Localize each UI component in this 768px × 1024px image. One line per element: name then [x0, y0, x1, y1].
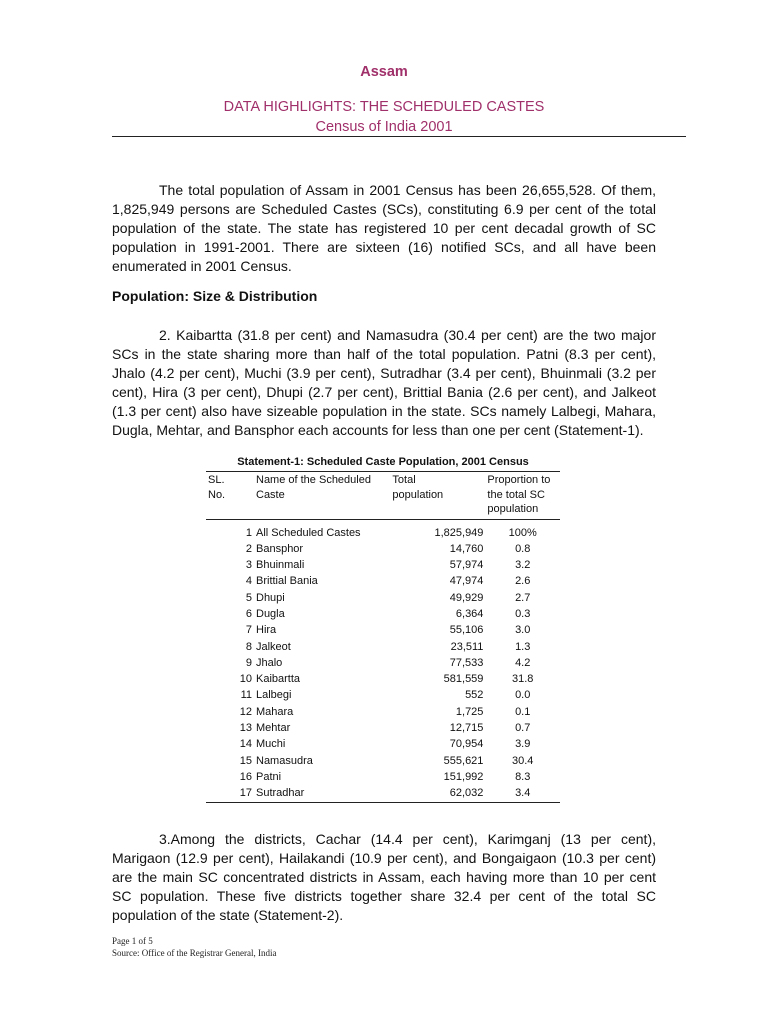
- row-proportion: 31.8: [512, 673, 534, 686]
- row-caste-name: Mehtar: [256, 722, 291, 735]
- row-caste-name: Dhupi: [256, 591, 285, 604]
- statement1-body: [206, 519, 560, 802]
- row-caste-name: Brittial Bania: [256, 575, 318, 588]
- row-sl-number: 15: [239, 754, 252, 767]
- row-proportion: 0.1: [515, 705, 531, 718]
- row-caste-name: Lalbegi: [256, 689, 292, 702]
- row-proportion: 2.7: [515, 591, 531, 604]
- row-proportion: 3.9: [515, 738, 531, 751]
- row-proportion: 2.6: [515, 575, 531, 588]
- row-proportion: 4.2: [515, 656, 531, 669]
- row-caste-name: Mahara: [256, 705, 294, 718]
- row-proportion: 30.4: [512, 754, 534, 767]
- row-proportion: 3.4: [515, 787, 531, 800]
- row-sl-number: 13: [239, 722, 252, 735]
- row-proportion: 0.7: [515, 722, 531, 735]
- column-header-name: Name of the Scheduled Caste: [254, 472, 390, 520]
- paragraph-intro-text: The total population of Assam in 2001 Census has been 26,655,528. Of them, 1,825,949 persons are Scheduled Castes (SCs), constituting 6.9 per cent of the total population of the state. The state has registered 10 per cent decadal growth of SC population in 1991-2001. There are sixteen (16) notified SCs, and all have been enumerated in 2001 Census.: [112, 182, 656, 274]
- state-title: Assam: [360, 64, 408, 80]
- row-total-population: 1,825,949: [434, 526, 484, 539]
- row-total-population: 14,760: [449, 542, 484, 555]
- row-sl-number: 12: [239, 705, 252, 718]
- row-total-population: 77,533: [449, 656, 484, 669]
- row-proportion: 3.2: [515, 559, 531, 572]
- row-total-population: 47,974: [449, 575, 484, 588]
- row-caste-name: Bansphor: [256, 542, 304, 555]
- row-caste-name: Hira: [256, 624, 277, 637]
- row-sl-number: 5: [245, 591, 252, 604]
- table-row: [206, 687, 560, 703]
- page-footer: [112, 935, 277, 959]
- row-caste-name: Dugla: [256, 607, 285, 620]
- table-row: [206, 753, 560, 769]
- table-row: [206, 590, 560, 606]
- row-sl-number: 2: [245, 542, 252, 555]
- row-total-population: 23,511: [450, 640, 484, 653]
- column-header-total: Total population: [390, 472, 485, 520]
- row-total-population: 1,725: [455, 705, 484, 718]
- row-proportion: 1.3: [515, 640, 531, 653]
- row-sl-number: 10: [239, 673, 252, 686]
- row-caste-name: All Scheduled Castes: [256, 526, 361, 539]
- row-sl-number: 9: [245, 656, 252, 669]
- table-row: [206, 769, 560, 785]
- row-caste-name: Bhuinmali: [256, 559, 305, 572]
- table-row: [206, 519, 560, 541]
- row-sl-number: 16: [239, 770, 252, 783]
- row-sl-number: 4: [245, 575, 252, 588]
- row-sl-number: 8: [245, 640, 252, 653]
- source-note: Source: Office of the Registrar General, India: [112, 948, 277, 958]
- table-header-row: [206, 472, 560, 520]
- row-total-population: 555,621: [443, 754, 484, 767]
- paragraph-distribution: [112, 326, 656, 440]
- row-sl-number: 1: [245, 526, 252, 539]
- table-row: [206, 557, 560, 573]
- paragraph-intro: [112, 181, 656, 276]
- row-total-population: 581,559: [443, 673, 484, 686]
- row-caste-name: Muchi: [256, 738, 286, 751]
- table-row: [206, 720, 560, 736]
- table-row: [206, 606, 560, 622]
- row-total-population: 49,929: [449, 591, 484, 604]
- statement1-caption: Statement-1: Scheduled Caste Population, 2001 Census: [237, 456, 529, 468]
- row-sl-number: 6: [245, 607, 252, 620]
- document-title: DATA HIGHLIGHTS: THE SCHEDULED CASTES: [223, 99, 545, 115]
- table-row: [206, 541, 560, 557]
- row-total-population: 151,992: [443, 770, 484, 783]
- row-total-population: 55,106: [449, 624, 484, 637]
- column-header-sl: SL. No.: [206, 472, 254, 520]
- row-caste-name: Patni: [256, 770, 282, 783]
- row-proportion: 0.0: [515, 689, 531, 702]
- table-row: [206, 736, 560, 752]
- document-subtitle: Census of India 2001: [315, 119, 453, 135]
- section-heading: Population: Size & Distribution: [112, 288, 318, 304]
- row-caste-name: Namasudra: [256, 754, 313, 767]
- row-sl-number: 11: [240, 689, 252, 702]
- row-proportion: 0.8: [515, 542, 531, 555]
- paragraph-districts-text: 3.Among the districts, Cachar (14.4 per cent), Karimganj (13 per cent), Marigaon (12.9 per cent), Hailakandi (10.9 per cent), and Bongaigaon (10.3 per cent) are the main SC concentrated districts in Assam, each having more than 10 per cent SC population. These five districts together share 32.4 per cent of the total SC population of the state (Statement-2).: [112, 831, 656, 923]
- table-row: [206, 655, 560, 671]
- document-headline: [0, 97, 768, 137]
- row-caste-name: Sutradhar: [256, 787, 305, 800]
- row-sl-number: 14: [239, 738, 252, 751]
- row-total-population: 6,364: [455, 607, 484, 620]
- table-row: [206, 622, 560, 638]
- row-caste-name: Jhalo: [256, 656, 283, 669]
- paragraph-distribution-text: 2. Kaibartta (31.8 per cent) and Namasudra (30.4 per cent) are the two major SCs in the state sharing more than half of the total population. Patni (8.3 per cent), Jhalo (4.2 per cent), Muchi (3.9 per cent), Sutradhar (3.4 per cent), Bhuinmali (3.2 per cent), Hira (3 per cent), Dhupi (2.7 per cent), Brittial Bania (2.6 per cent), and Jalkeot (1.3 per cent) also have sizeable population in the state. SCs namely Lalbegi, Mahara, Dugla, Mehtar, and Bansphor each accounts for less than one per cent (Statement-1).: [112, 327, 656, 438]
- table-row: [206, 671, 560, 687]
- row-proportion: 100%: [508, 526, 537, 539]
- table-row: [206, 785, 560, 802]
- row-caste-name: Jalkeot: [256, 640, 291, 653]
- paragraph-districts: [112, 830, 656, 925]
- row-total-population: 552: [465, 689, 484, 702]
- page-number: Page 1 of 5: [112, 936, 153, 946]
- header-divider: [112, 136, 686, 137]
- row-sl-number: 3: [245, 559, 252, 572]
- column-header-proportion: Proportion to the total SC population: [485, 472, 560, 520]
- row-proportion: 8.3: [515, 770, 531, 783]
- row-sl-number: 17: [239, 787, 252, 800]
- table-row: [206, 573, 560, 589]
- table-row: [206, 704, 560, 720]
- row-caste-name: Kaibartta: [256, 673, 301, 686]
- row-total-population: 57,974: [449, 559, 484, 572]
- row-proportion: 3.0: [515, 624, 531, 637]
- row-proportion: 0.3: [515, 607, 531, 620]
- row-total-population: 12,715: [449, 722, 484, 735]
- row-total-population: 62,032: [449, 787, 484, 800]
- row-sl-number: 7: [245, 624, 252, 637]
- statement1-table: [206, 471, 560, 803]
- table-row: [206, 639, 560, 655]
- row-total-population: 70,954: [449, 738, 484, 751]
